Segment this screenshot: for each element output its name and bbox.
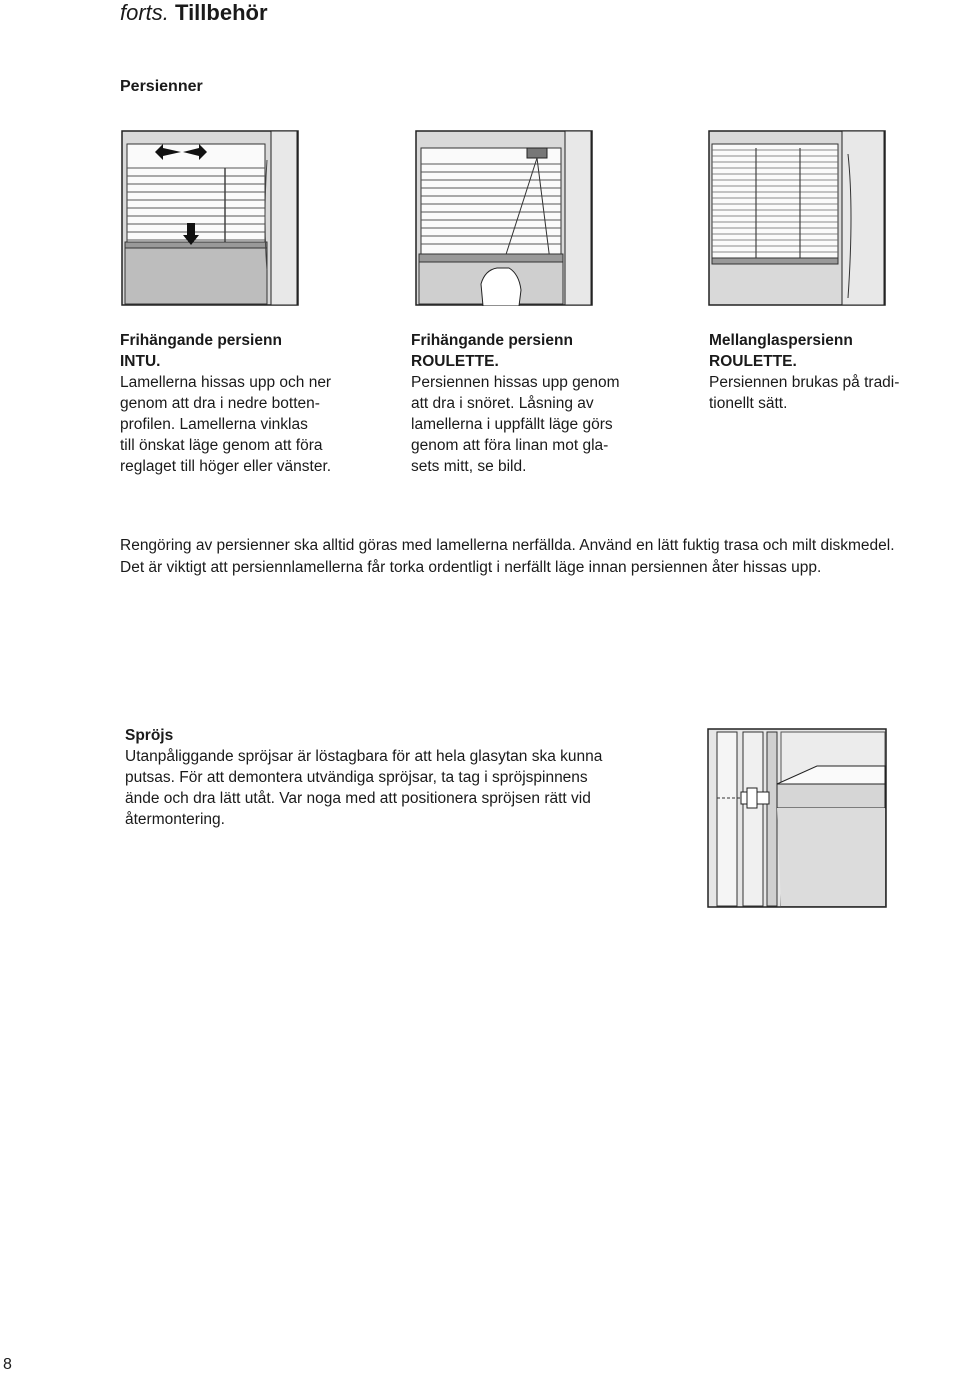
section-title: Persienner bbox=[120, 78, 203, 95]
sprojs-title: Spröjs bbox=[125, 727, 174, 744]
window-blind-arrows-icon bbox=[121, 130, 299, 306]
column-between-glass-body: Persiennen brukas på tradi- tionellt sätt. bbox=[709, 374, 900, 412]
column-roulette-title: Frihängande persienn ROULETTE. bbox=[411, 332, 573, 370]
column-intu-title: Frihängande persienn INTU. bbox=[120, 332, 282, 370]
page-header bbox=[120, 0, 268, 26]
window-blind-cord-hand-icon bbox=[415, 130, 593, 306]
sprojs-section bbox=[125, 725, 655, 830]
header-prefix: forts. bbox=[120, 0, 169, 25]
page-number: 8 bbox=[3, 1356, 12, 1373]
column-intu-body: Lamellerna hissas upp och ner genom att dra i nedre botten- profilen. Lamellerna vinklas till önskat läge genom att föra reglaget till höger eller vänster. bbox=[120, 374, 332, 475]
cleaning-instructions: Rengöring av persienner ska alltid göras med lamellerna nerfällda. Använd en lätt fuktig trasa och milt diskmedel. Det är viktigt att persiennlamellerna får torka ordentligt i nerfällt läge innan persiennen åter hissas upp. bbox=[120, 537, 895, 576]
column-intu bbox=[120, 330, 370, 477]
column-between-glass bbox=[709, 330, 949, 414]
column-roulette-body: Persiennen hissas upp genom att dra i snöret. Låsning av lamellerna i uppfällt läge görs genom att föra linan mot gla- sets mitt, se bild. bbox=[411, 374, 620, 475]
sprojs-body: Utanpåliggande spröjsar är löstagbara för att hela glasytan ska kunna putsas. För att demontera utvändiga spröjsar, ta tag i spröjspinnens ände och dra lätt utåt. Var noga med att positionera spröjsen rätt vid återmontering. bbox=[125, 748, 603, 828]
header-title: Tillbehör bbox=[175, 0, 268, 25]
window-blind-between-glass-icon bbox=[708, 130, 886, 306]
column-roulette bbox=[411, 330, 661, 477]
column-between-glass-title: Mellanglaspersienn ROULETTE. bbox=[709, 332, 853, 370]
muntin-detail-icon bbox=[707, 728, 887, 908]
